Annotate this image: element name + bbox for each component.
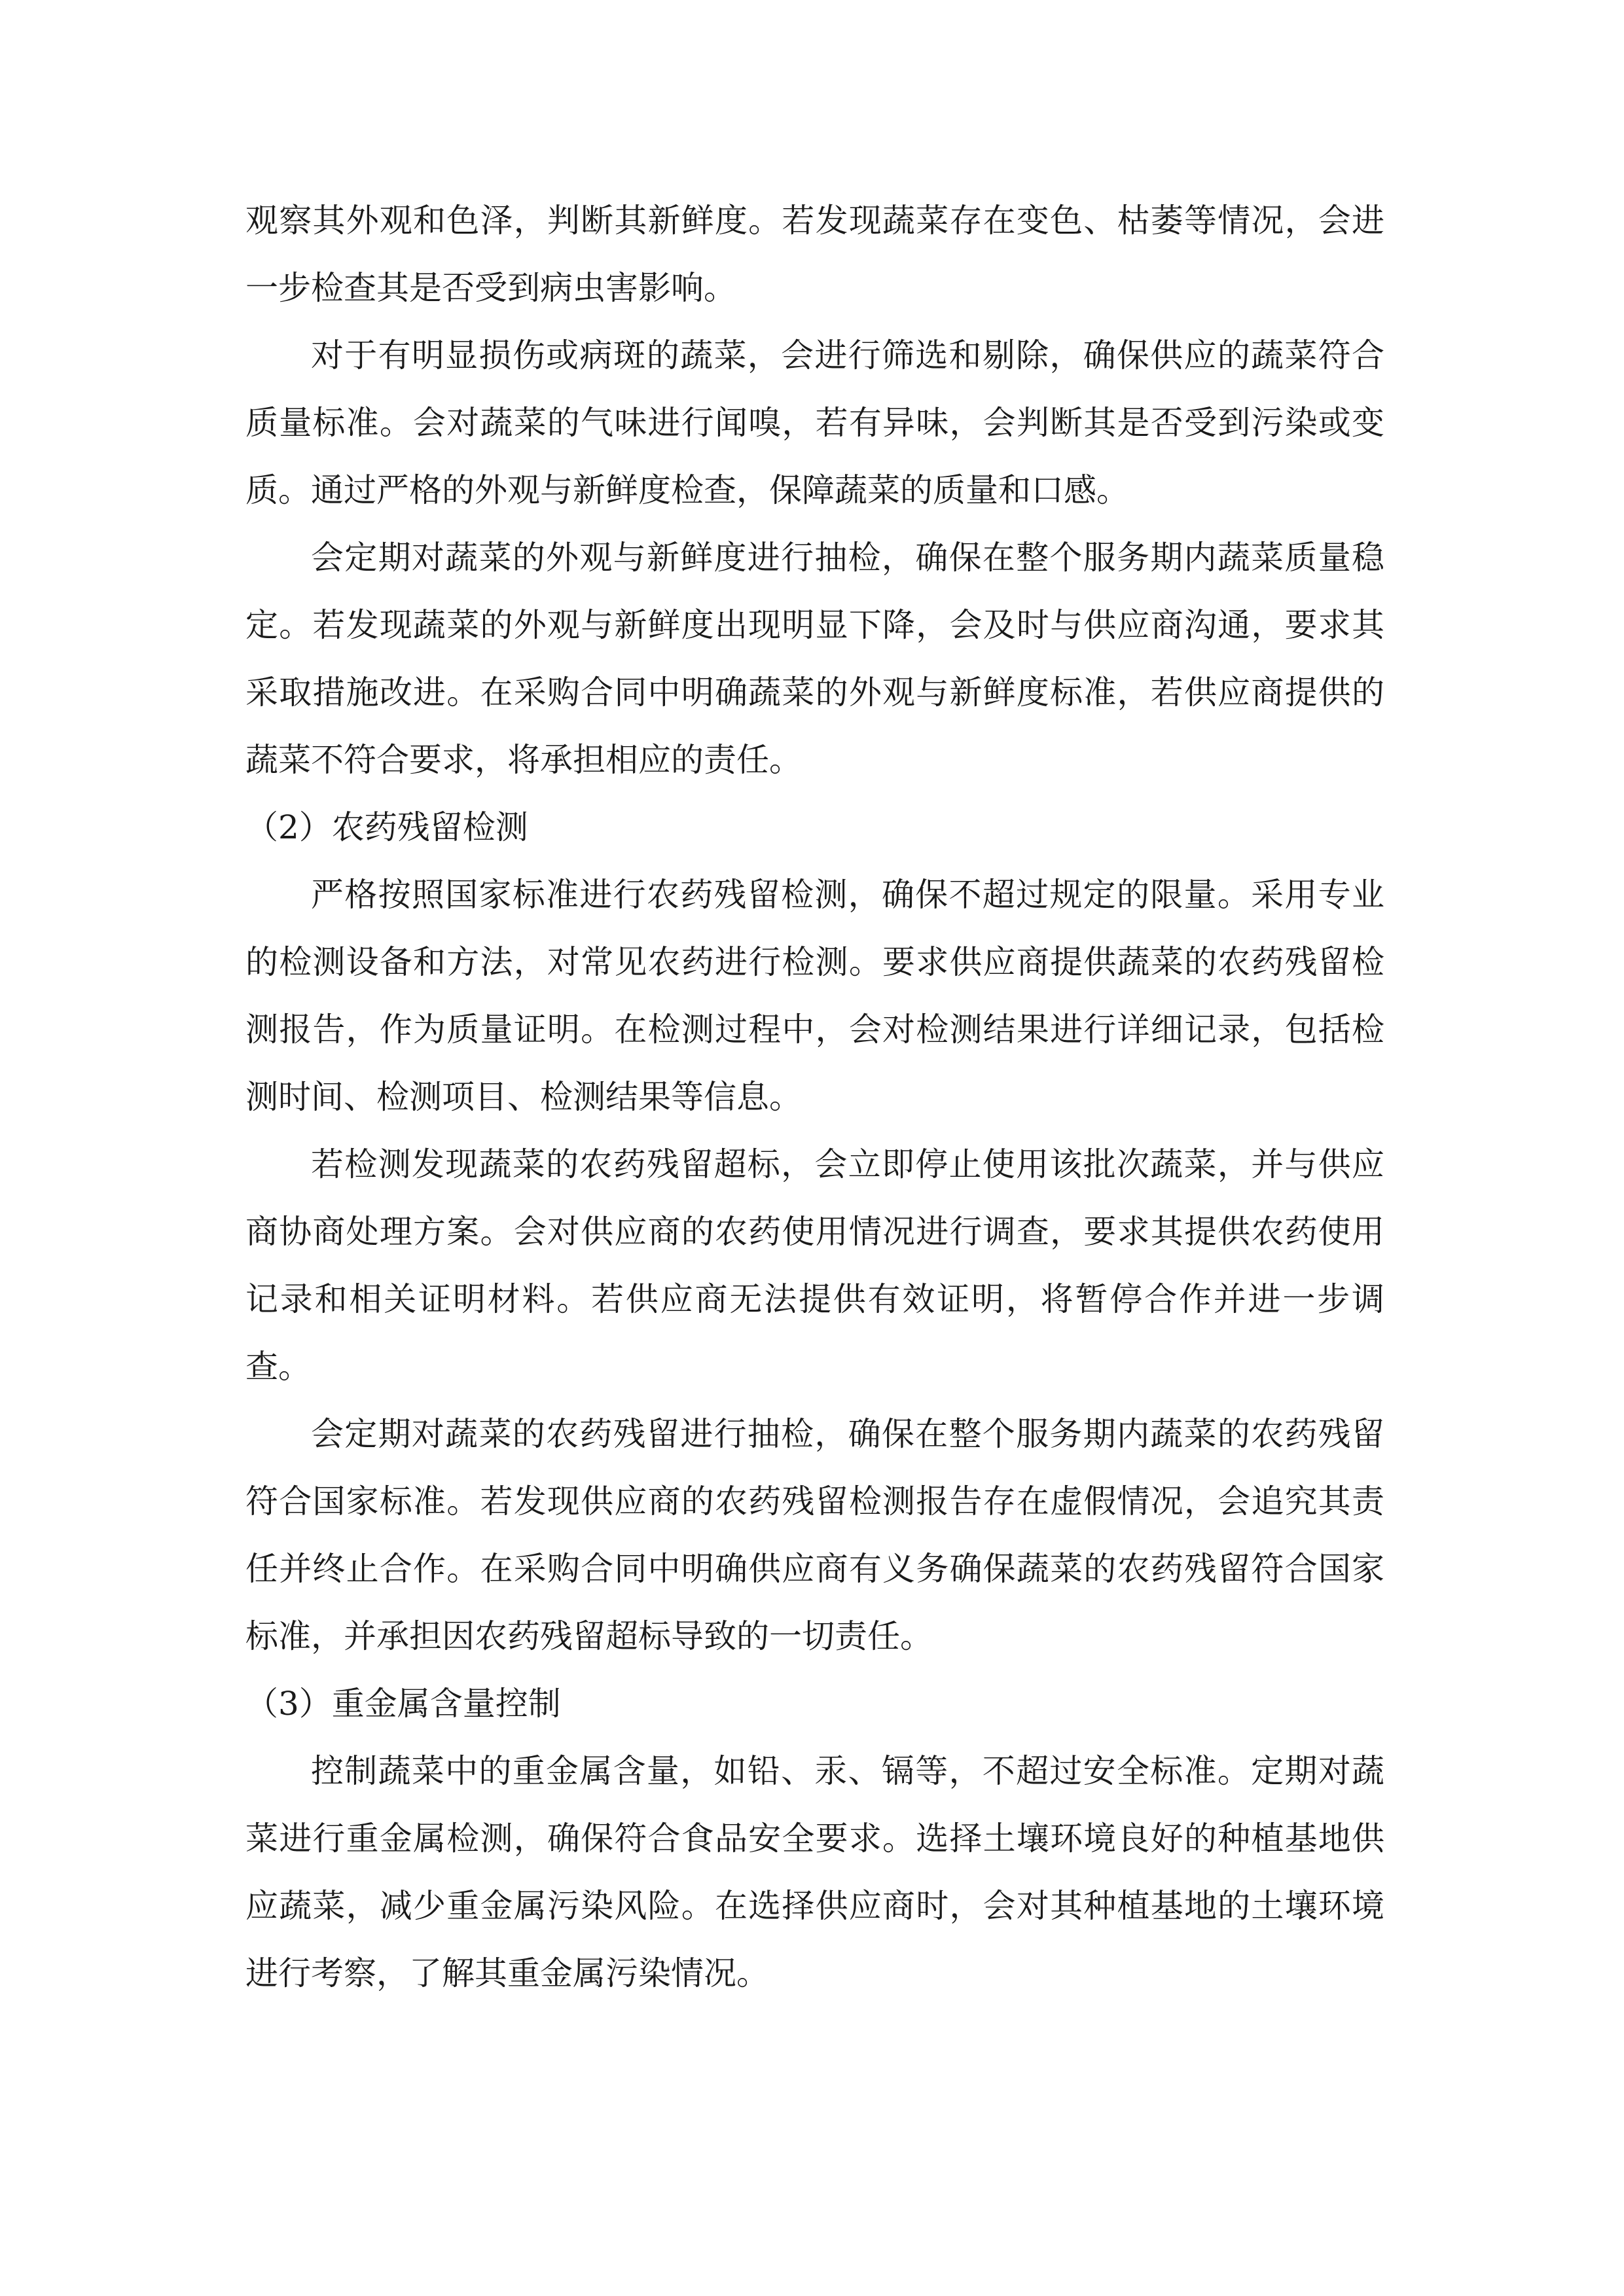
paragraph-appearance-check: 观察其外观和色泽，判断其新鲜度。若发现蔬菜存在变色、枯萎等情况，会进一步检查其是否受到病虫害影响。 bbox=[245, 202, 1384, 307]
paragraph-heavy-metal-control: 控制蔬菜中的重金属含量，如铅、汞、镉等，不超过安全标准。定期对蔬菜进行重金属检测，确保符合食品安全要求。选择土壤环境良好的种植基地供应蔬菜，减少重金属污染风险。在选择供应商时，会对其种植基地的土壤环境进行考察，了解其重金属污染情况。 bbox=[245, 1752, 1384, 1992]
section-heading-heavy-metal: （3）重金属含量控制 bbox=[245, 1685, 561, 1723]
paragraph-pesticide-exceeding: 若检测发现蔬菜的农药残留超标，会立即停止使用该批次蔬菜，并与供应商协商处理方案。会对供应商的农药使用情况进行调查，要求其提供农药使用记录和相关证明材料。若供应商无法提供有效证明，将暂停合作并进一步调查。 bbox=[245, 1145, 1384, 1386]
section-heading-pesticide-residue: （2）农药残留检测 bbox=[245, 808, 528, 846]
paragraph-damaged-vegetables: 对于有明显损伤或病斑的蔬菜，会进行筛选和剔除，确保供应的蔬菜符合质量标准。会对蔬菜的气味进行闻嗅，若有异味，会判断其是否受到污染或变质。通过严格的外观与新鲜度检查，保障蔬菜的质量和口感。 bbox=[245, 336, 1384, 509]
paragraph-pesticide-periodic-check: 会定期对蔬菜的农药残留进行抽检，确保在整个服务期内蔬菜的农药残留符合国家标准。若发现供应商的农药残留检测报告存在虚假情况，会追究其责任并终止合作。在采购合同中明确供应商有义务确保蔬菜的农药残留符合国家标准，并承担因农药残留超标导致的一切责任。 bbox=[245, 1415, 1384, 1655]
paragraph-pesticide-testing: 严格按照国家标准进行农药残留检测，确保不超过规定的限量。采用专业的检测设备和方法，对常见农药进行检测。要求供应商提供蔬菜的农药残留检测报告，作为质量证明。在检测过程中，会对检测结果进行详细记录，包括检测时间、检测项目、检测结果等信息。 bbox=[245, 876, 1384, 1116]
paragraph-periodic-freshness-check: 会定期对蔬菜的外观与新鲜度进行抽检，确保在整个服务期内蔬菜质量稳定。若发现蔬菜的外观与新鲜度出现明显下降，会及时与供应商沟通，要求其采取措施改进。在采购合同中明确蔬菜的外观与新鲜度标准，若供应商提供的蔬菜不符合要求，将承担相应的责任。 bbox=[245, 539, 1384, 779]
document-body bbox=[245, 187, 1384, 2007]
